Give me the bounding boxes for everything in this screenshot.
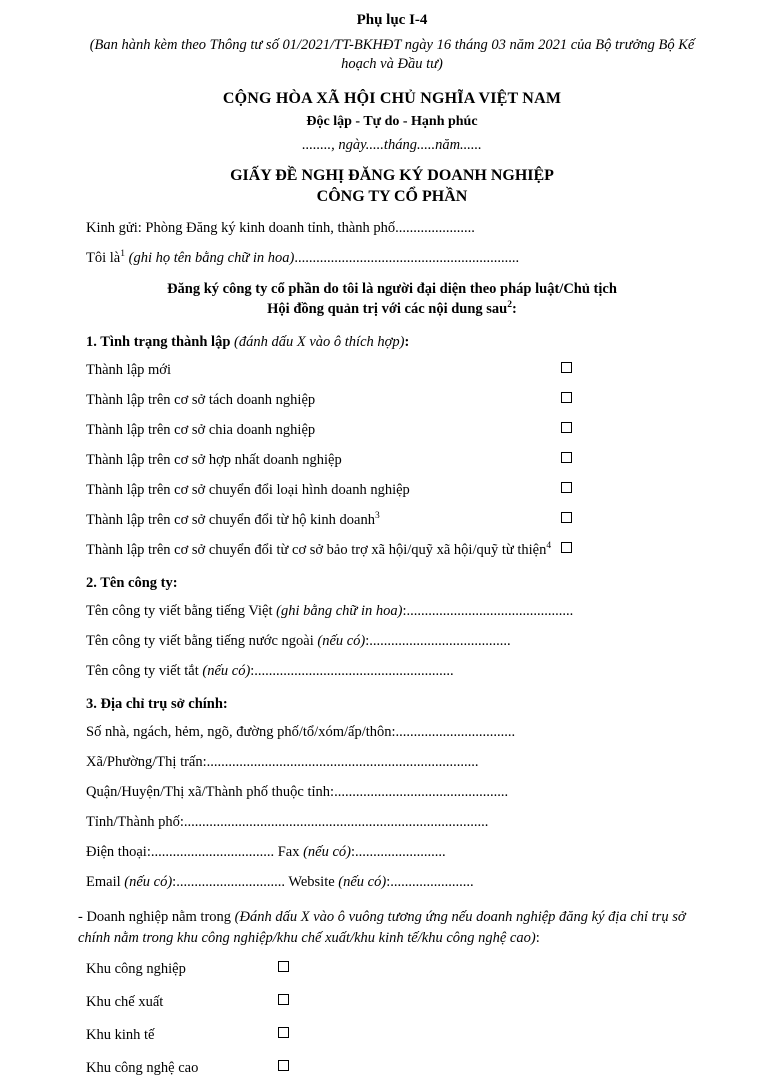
applicant-name-line [78, 248, 706, 269]
zone-option-label: Khu chế xuất [86, 993, 164, 1010]
address-ward-row[interactable] [78, 752, 706, 773]
phone-fax-row[interactable] [78, 842, 706, 863]
website-dots: :....................... [386, 873, 474, 890]
fax-dots: :......................... [351, 843, 446, 860]
zone-option-checkbox[interactable] [278, 994, 289, 1005]
address-street-label: Số nhà, ngách, hẻm, ngõ, đường phố/tổ/xóm/ấp/thôn [86, 723, 392, 740]
date-placeholder-line: ........, ngày.....tháng.....năm...... [302, 137, 482, 154]
status-option-row[interactable] [78, 360, 706, 381]
phone-dots: :.................................. Fax [146, 843, 304, 860]
declaration-line-2-colon: : [512, 301, 517, 318]
status-option-label: Thành lập trên cơ sở chuyển đổi từ hộ kinh doanh [86, 511, 375, 528]
zone-option-row[interactable] [78, 992, 706, 1013]
status-option-label: Thành lập trên cơ sở chia doanh nghiệp [86, 421, 316, 438]
status-option-row[interactable] [78, 480, 706, 501]
address-ward-label: Xã/Phường/Thị trấn [86, 753, 203, 770]
address-province-dots: :.................................................................................... [179, 813, 489, 830]
company-name-vi-label: Tên công ty viết bằng tiếng Việt [86, 602, 277, 619]
applicant-name-label: Tôi là [86, 249, 121, 266]
zone-option-row[interactable] [78, 1058, 706, 1079]
national-motto: Độc lập - Tự do - Hạnh phúc [306, 114, 478, 130]
zone-option-checkbox[interactable] [278, 961, 289, 972]
status-option-row[interactable] [78, 420, 706, 441]
address-street-row[interactable] [78, 722, 706, 743]
address-district-row[interactable] [78, 782, 706, 803]
status-option-label: Thành lập trên cơ sở chuyển đổi từ cơ sở bảo trợ xã hội/quỹ xã hội/quỹ từ thiện [86, 541, 547, 558]
status-option-checkbox[interactable] [561, 482, 572, 493]
declaration-line-1: Đăng ký công ty cổ phần do tôi là người đại diện theo pháp luật/Chủ tịch [167, 281, 617, 297]
applicant-name-dots: .............................................................. [294, 249, 520, 266]
phone-label: Điện thoại [86, 843, 147, 860]
company-name-short-label: Tên công ty viết tắt [86, 662, 203, 679]
zone-instruction-italic: (Đánh dấu X vào ô vuông tương ứng nếu doanh nghiệp đăng ký địa chỉ trụ sở chính nằm trong khu công nghiệp/khu chế xuất/khu kinh tế/khu công nghệ cao) [78, 908, 686, 946]
declaration-line-2-text: Hội đồng quản trị với các nội dung sau [267, 301, 508, 318]
zone-instruction-colon: : [535, 929, 540, 946]
zone-option-label: Khu kinh tế [86, 1026, 155, 1043]
status-option-row[interactable] [78, 540, 706, 561]
company-name-foreign-note: (nếu có) [317, 632, 366, 649]
zone-option-row[interactable] [78, 1025, 706, 1046]
status-option-label: Thành lập trên cơ sở chuyển đổi loại hình doanh nghiệp [86, 481, 410, 498]
company-name-vi-row[interactable] [78, 601, 706, 622]
status-option-checkbox[interactable] [561, 362, 572, 373]
section-1-colon: : [404, 333, 410, 350]
zone-instruction [78, 907, 706, 949]
company-name-vi-dots: :.............................................. [402, 602, 574, 619]
status-option-row[interactable] [78, 510, 706, 531]
status-option-checkbox[interactable] [561, 542, 572, 553]
zone-option-label: Khu công nghệ cao [86, 1059, 199, 1076]
status-option-checkbox[interactable] [561, 422, 572, 433]
status-option-checkbox[interactable] [561, 452, 572, 463]
section-3-heading: 3. Địa chỉ trụ sở chính: [86, 695, 228, 712]
country-heading: CỘNG HÒA XÃ HỘI CHỦ NGHĨA VIỆT NAM [222, 89, 562, 107]
address-province-label: Tỉnh/Thành phố [86, 813, 180, 830]
email-dots: :.............................. Website [172, 873, 339, 890]
fax-note: (nếu có) [303, 843, 351, 860]
zone-option-checkbox[interactable] [278, 1060, 289, 1071]
status-option-label: Thành lập trên cơ sở hợp nhất doanh nghiệp [86, 451, 342, 468]
company-name-short-note: (nếu có) [202, 662, 251, 679]
address-street-dots: :................................. [391, 723, 516, 740]
company-name-foreign-row[interactable] [78, 631, 706, 652]
address-district-dots: :................................................ [330, 783, 509, 800]
section-2-heading: 2. Tên công ty: [86, 574, 178, 591]
address-district-label: Quận/Huyện/Thị xã/Thành phố thuộc tỉnh [86, 783, 331, 800]
form-title-line2: CÔNG TY CỔ PHẦN [316, 188, 468, 206]
email-note: (nếu có) [124, 873, 173, 890]
status-option-row[interactable] [78, 450, 706, 471]
footnote-marker-4: 4 [546, 540, 552, 551]
recipient-line: Kinh gửi: Phòng Đăng ký kinh doanh tỉnh, thành phố...................... [86, 219, 475, 236]
zone-option-label: Khu công nghiệp [86, 960, 186, 977]
status-option-checkbox[interactable] [561, 392, 572, 403]
address-ward-dots: :........................................................................... [202, 753, 479, 770]
company-name-foreign-dots: :....................................... [365, 632, 511, 649]
status-option-label: Thành lập mới [86, 361, 171, 378]
company-name-short-dots: :....................................................... [250, 662, 454, 679]
footnote-marker-2: 2 [507, 300, 512, 311]
address-province-row[interactable] [78, 812, 706, 833]
zone-instruction-lead: - Doanh nghiệp nằm trong [78, 908, 235, 925]
footnote-marker-3: 3 [374, 510, 380, 521]
appendix-title: Phụ lục I-4 [356, 12, 428, 28]
email-label: Email [86, 873, 125, 890]
section-1-title: 1. Tình trạng thành lập [86, 333, 231, 350]
status-option-checkbox[interactable] [561, 512, 572, 523]
issuing-note: (Ban hành kèm theo Thông tư số 01/2021/TT-BKHĐT ngày 16 tháng 03 năm 2021 của Bộ trưởng Bộ Kế hoạch và Đầu tư) [89, 36, 695, 73]
footnote-marker-1: 1 [120, 249, 125, 260]
declaration-line-2 [78, 299, 706, 319]
form-title-line1: GIẤY ĐỀ NGHỊ ĐĂNG KÝ DOANH NGHIỆP [230, 167, 554, 185]
email-website-row[interactable] [78, 872, 706, 893]
zone-option-row[interactable] [78, 959, 706, 980]
zone-option-checkbox[interactable] [278, 1027, 289, 1038]
website-note: (nếu có) [338, 873, 387, 890]
section-1-note: (đánh dấu X vào ô thích hợp) [234, 333, 405, 350]
company-name-foreign-label: Tên công ty viết bằng tiếng nước ngoài [86, 632, 318, 649]
company-name-vi-note: (ghi bằng chữ in hoa) [276, 602, 403, 619]
status-option-row[interactable] [78, 390, 706, 411]
company-name-short-row[interactable] [78, 661, 706, 682]
applicant-name-note: (ghi họ tên bằng chữ in hoa) [128, 249, 295, 266]
status-option-label: Thành lập trên cơ sở tách doanh nghiệp [86, 391, 316, 408]
section-1-heading [86, 332, 706, 353]
